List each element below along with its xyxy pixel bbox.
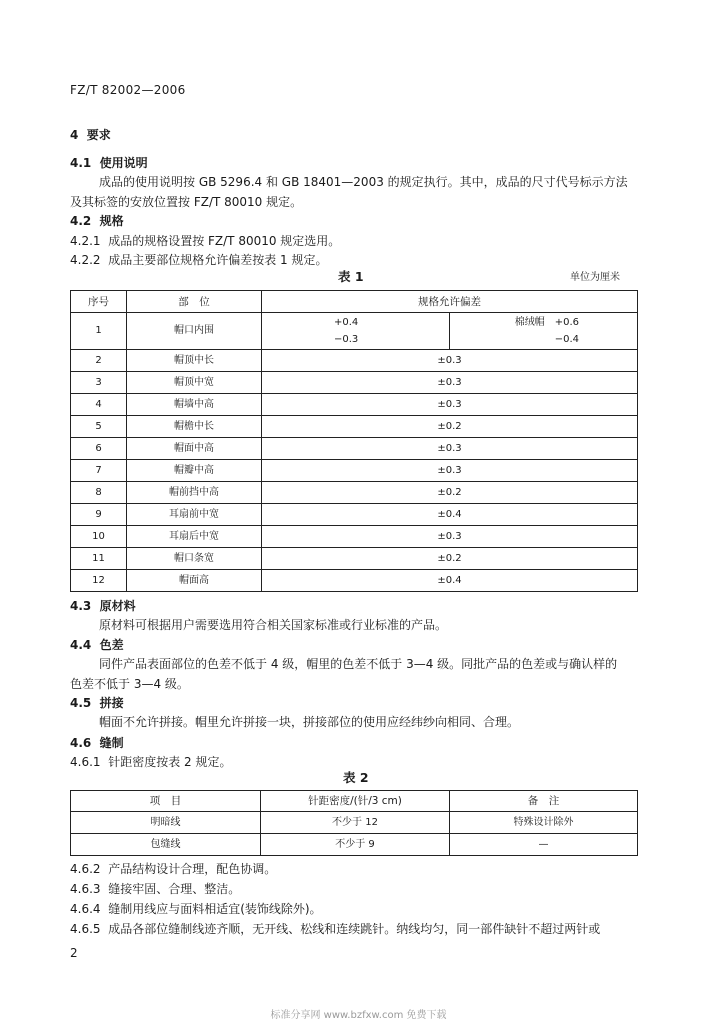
- cell-tolerance: ±0.3: [262, 350, 638, 372]
- section-4-heading: [70, 128, 111, 142]
- section-4-2-heading: [70, 214, 124, 228]
- section-4-5-heading: [70, 696, 124, 710]
- section-number: 4: [70, 128, 79, 142]
- paragraph-line: 帽面不允许拼接。帽里允许拼接一块，拼接部位的使用应经纬纱向相同、合理。: [99, 715, 520, 729]
- clause-4-2-1: [70, 234, 340, 248]
- table-header-row: [71, 291, 638, 313]
- clause-number: 4.6.5: [70, 922, 101, 936]
- clause-text: 成品的规格设置按 FZ/T 80010 规定选用。: [108, 234, 341, 248]
- clause-4-6-2: [70, 862, 276, 876]
- header-note: 备 注: [450, 791, 638, 812]
- table-2: [70, 790, 638, 856]
- cell-note: —: [450, 834, 638, 856]
- clause-4-6-5: [70, 922, 600, 936]
- section-title: 拼接: [99, 696, 124, 710]
- section-title: 规格: [99, 214, 124, 228]
- clause-number: 4.2.1: [70, 234, 101, 248]
- table-row: [71, 570, 638, 592]
- table-row: [71, 350, 638, 372]
- section-number: 4.3: [70, 599, 92, 613]
- tolerance-minus: −0.3: [334, 333, 359, 345]
- table-row: [71, 394, 638, 416]
- cell-part: 帽口条宽: [127, 548, 262, 570]
- cell-tolerance: ±0.4: [262, 504, 638, 526]
- cell-tolerance: ±0.3: [262, 526, 638, 548]
- table-row: [71, 548, 638, 570]
- table-row: [71, 460, 638, 482]
- table-row: [71, 416, 638, 438]
- cell-note: 特殊设计除外: [450, 812, 638, 834]
- paragraph-line: 成品的使用说明按 GB 5296.4 和 GB 18401—2003 的规定执行。其中，成品的尺寸代号标示方法: [99, 175, 628, 189]
- table-row: [71, 526, 638, 548]
- section-title: 色差: [99, 638, 124, 652]
- clause-number: 4.6.2: [70, 862, 101, 876]
- table-1-caption: 表 1: [338, 269, 364, 284]
- clause-4-2-2: [70, 253, 327, 267]
- cell-tolerance: ±0.2: [262, 548, 638, 570]
- cell-no: 7: [71, 460, 127, 482]
- section-number: 4.6: [70, 736, 92, 750]
- download-footer: 标准分享网 www.bzfxw.com 免费下载: [270, 1010, 447, 1021]
- cell-part: 帽墙中高: [127, 394, 262, 416]
- table-row: [71, 438, 638, 460]
- header-item: 项 目: [71, 791, 261, 812]
- section-title: 原材料: [99, 599, 136, 613]
- clause-text: 针距密度按表 2 规定。: [108, 755, 232, 769]
- cell-density: 不少于 12: [261, 812, 450, 834]
- cell-tolerance: ±0.2: [262, 416, 638, 438]
- section-number: 4.5: [70, 696, 92, 710]
- table-1: [70, 290, 638, 592]
- cell-no: 2: [71, 350, 127, 372]
- cell-tolerance-general: [262, 313, 450, 350]
- tolerance-plus: 棉绒帽 +0.6: [514, 316, 579, 328]
- cell-part: 帽口内围: [127, 313, 262, 350]
- section-4-3-heading: [70, 599, 136, 613]
- cell-tolerance: ±0.3: [262, 460, 638, 482]
- table-row: [71, 812, 638, 834]
- table-2-caption: 表 2: [343, 770, 369, 785]
- header-part: 部 位: [127, 291, 262, 313]
- tolerance-minus: −0.4: [554, 333, 579, 345]
- cell-tolerance: ±0.3: [262, 438, 638, 460]
- table-row: [71, 834, 638, 856]
- cell-no: 11: [71, 548, 127, 570]
- cell-no: 6: [71, 438, 127, 460]
- paragraph-line: 原材料可根据用户需要选用符合相关国家标准或行业标准的产品。: [99, 618, 448, 632]
- clause-text: 成品主要部位规格允许偏差按表 1 规定。: [108, 253, 328, 267]
- table-row: [71, 482, 638, 504]
- cell-no: 3: [71, 372, 127, 394]
- cell-no: 8: [71, 482, 127, 504]
- section-number: 4.4: [70, 638, 92, 652]
- cell-tolerance: ±0.3: [262, 394, 638, 416]
- tolerance-plus: +0.4: [334, 316, 359, 328]
- clause-4-6-1: [70, 755, 231, 769]
- standard-code: FZ/T 82002—2006: [70, 83, 186, 97]
- cell-no: 9: [71, 504, 127, 526]
- cell-tolerance: ±0.3: [262, 372, 638, 394]
- cell-no: 5: [71, 416, 127, 438]
- cell-tolerance-cotton-hat: [450, 313, 638, 350]
- cell-part: 帽面中高: [127, 438, 262, 460]
- paragraph-line: 同件产品表面部位的色差不低于 4 级，帽里的色差不低于 3—4 级。同批产品的色差或与确认样的: [99, 657, 618, 671]
- page-number: 2: [70, 946, 78, 960]
- clause-text: 产品结构设计合理，配色协调。: [108, 862, 277, 876]
- cell-no: 1: [71, 313, 127, 350]
- header-tolerance: 规格允许偏差: [262, 291, 638, 313]
- cell-part: 帽檐中长: [127, 416, 262, 438]
- cell-part: 帽瓣中高: [127, 460, 262, 482]
- cell-no: 4: [71, 394, 127, 416]
- paragraph-line: 色差不低于 3—4 级。: [70, 677, 189, 691]
- cell-tolerance: ±0.4: [262, 570, 638, 592]
- section-4-6-heading: [70, 736, 124, 750]
- clause-text: 缝制用线应与面料相适宜(装饰线除外)。: [108, 902, 322, 916]
- table-row: [71, 504, 638, 526]
- section-title: 使用说明: [99, 156, 148, 170]
- cell-no: 12: [71, 570, 127, 592]
- cell-item: 包缝线: [71, 834, 261, 856]
- cell-no: 10: [71, 526, 127, 548]
- cell-tolerance: ±0.2: [262, 482, 638, 504]
- section-4-1-heading: [70, 156, 148, 170]
- cell-part: 帽顶中长: [127, 350, 262, 372]
- clause-text: 成品各部位缝制线迹齐顺，无开线、松线和连续跳针。纳线均匀，同一部件缺针不超过两针或: [108, 922, 601, 936]
- clause-text: 缝接牢固、合理、整洁。: [108, 882, 241, 896]
- paragraph-line: 及其标签的安放位置按 FZ/T 80010 规定。: [70, 195, 303, 209]
- section-title: 要求: [86, 128, 111, 142]
- cell-part: 帽顶中宽: [127, 372, 262, 394]
- clause-number: 4.6.3: [70, 882, 101, 896]
- table-row: [71, 313, 638, 350]
- clause-number: 4.2.2: [70, 253, 101, 267]
- table-row: [71, 372, 638, 394]
- cell-item: 明暗线: [71, 812, 261, 834]
- table-1-unit: 单位为厘米: [570, 272, 620, 283]
- section-number: 4.2: [70, 214, 92, 228]
- cell-part: 耳扇后中宽: [127, 526, 262, 548]
- header-no: 序号: [71, 291, 127, 313]
- clause-number: 4.6.1: [70, 755, 101, 769]
- cell-part: 耳扇前中宽: [127, 504, 262, 526]
- section-4-4-heading: [70, 638, 124, 652]
- clause-4-6-4: [70, 902, 322, 916]
- cell-part: 帽前挡中高: [127, 482, 262, 504]
- clause-4-6-3: [70, 882, 240, 896]
- section-title: 缝制: [99, 736, 124, 750]
- table-header-row: [71, 791, 638, 812]
- section-number: 4.1: [70, 156, 92, 170]
- cell-part: 帽面高: [127, 570, 262, 592]
- header-density: 针距密度/(针/3 cm): [261, 791, 450, 812]
- clause-number: 4.6.4: [70, 902, 101, 916]
- cell-density: 不少于 9: [261, 834, 450, 856]
